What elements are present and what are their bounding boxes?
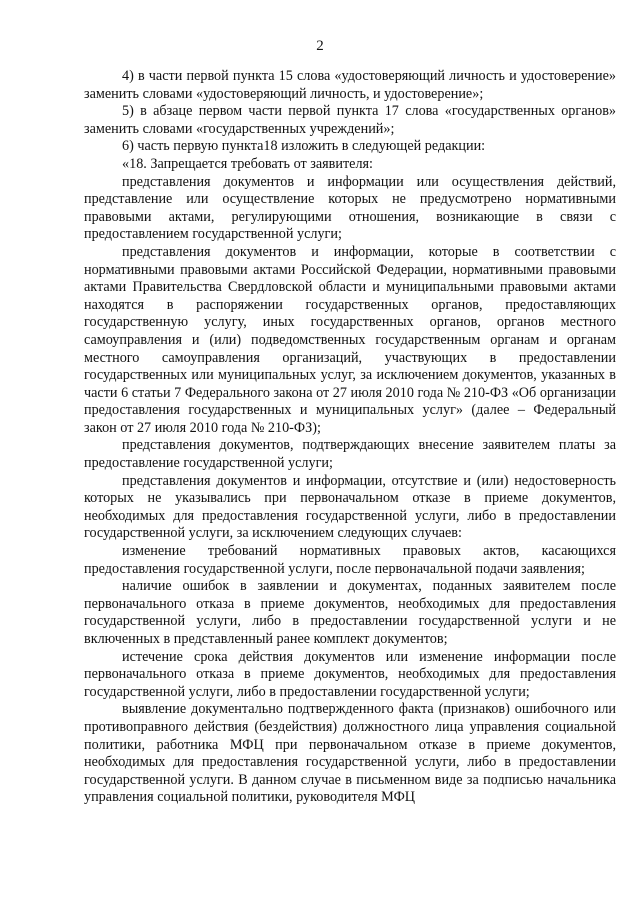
paragraph-exception-4: выявление документально подтвержденного факта (признаков) ошибочного или противоправного действия (бездействия) должностного лица управления социальной политики, работника МФЦ при первоначальном отказе в приеме документов, необходимых для предоставления государственной услуги, либо в предоставлении государственной услуги. В данном случае в письменном виде за подписью начальника управления социальной политики, руководителя МФЦ (84, 701, 616, 806)
paragraph-clause-18-intro: «18. Запрещается требовать от заявителя: (122, 155, 373, 172)
paragraph-item-6: 6) часть первую пункта18 изложить в следующей редакции: (122, 138, 486, 155)
paragraph-exception-1: изменение требований нормативных правовых актов, касающихся предоставления государственной услуги, после первоначальной подачи заявления; (84, 543, 616, 577)
page-number: 2 (316, 38, 324, 54)
paragraph-item-5: 5) в абзаце первом части первой пункта 17 слова «государственных органов» заменить словами «государственных учреждений»; (84, 103, 616, 137)
paragraph-exception-2: наличие ошибок в заявлении и документах, поданных заявителем после первоначального отказа в приеме документов, необходимых для предоставления государственной услуги, либо в предоставлении государственной услуги и не включенных в представленный ранее комплект документов; (84, 578, 616, 647)
paragraph-item-4: 4) в части первой пункта 15 слова «удостоверяющий личность и удостоверение» заменить словами «удостоверяющий личность, и удостоверение»; (84, 68, 616, 102)
paragraph-clause-18-4: представления документов и информации, отсутствие и (или) недостоверность которых не указывались при первоначальном отказе в приеме документов, необходимых для предоставления государственной услуги, либо в предоставлении государственной услуги, за исключением следующих случаев: (84, 472, 616, 542)
paragraph-exception-3: истечение срока действия документов или изменение информации после первоначального отказа в приеме документов, необходимых для предоставления государственной услуги, либо в предоставлении государственной услуги; (84, 648, 616, 700)
paragraph-clause-18-1: представления документов и информации или осуществления действий, представление или осуществление которых не предусмотрено нормативными правовыми актами, регулирующими отношения, возникающие в связи с предоставлением государственной услуги; (84, 173, 616, 243)
paragraph-clause-18-2: представления документов и информации, которые в соответствии с нормативными правовыми актами Российской Федерации, нормативными правовыми актами Правительства Свердловской области и муниципальными правовыми актами находятся в распоряжении государственных органов, предоставляющих государственную услугу, иных государственных органов, органов местного самоуправления и (или) подведомственных государственным органам и органам местного самоуправления организаций, участвующих в предоставлении государственных или муниципальных услуг, за исключением документов, указанных в части 6 статьи 7 Федерального закона от 27 июля 2010 года № 210-ФЗ «Об организации предоставления государственных и муниципальных услуг» (далее – Федеральный закон от 27 июля 2010 года № 210-ФЗ); (84, 243, 616, 436)
document-body (84, 68, 616, 807)
paragraph-clause-18-3: представления документов, подтверждающих внесение заявителем платы за предоставление государственной услуги; (84, 437, 616, 472)
